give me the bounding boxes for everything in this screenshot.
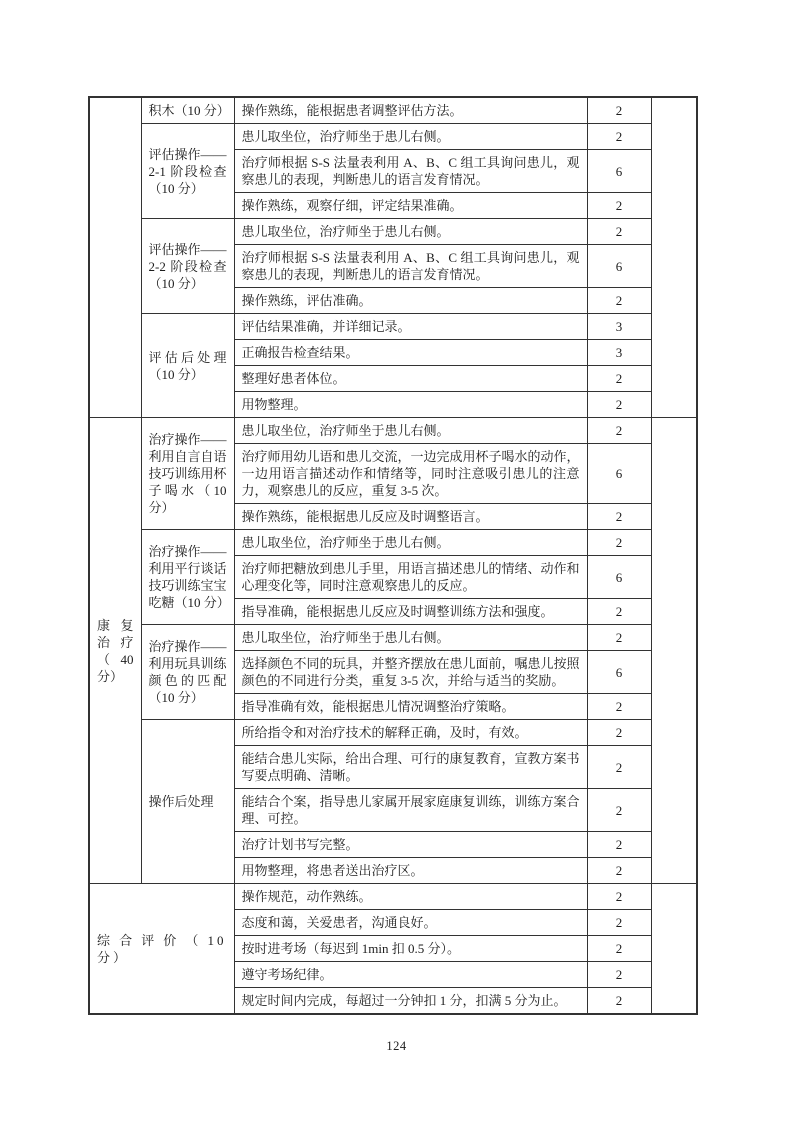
table-row (89, 314, 697, 340)
criterion-cell: 用物整理。 (234, 392, 587, 418)
criterion-cell: 治疗师根据 S-S 法量表利用 A、B、C 组工具询问患儿，观察患儿的表现，判断患儿的语言发育情况。 (234, 150, 587, 193)
score-cell: 2 (587, 418, 651, 444)
criterion-cell: 治疗师用幼儿语和患儿交流，一边完成用杯子喝水的动作，一边用语言描述动作和情绪等，同时注意吸引患儿的注意力，观察患儿的反应，重复 3-5 次。 (234, 444, 587, 504)
score-cell: 2 (587, 97, 651, 124)
category-cell: 综合评价（10 分） (89, 884, 234, 1015)
score-cell: 6 (587, 556, 651, 599)
table-row (89, 97, 697, 124)
score-cell: 2 (587, 988, 651, 1015)
score-cell: 2 (587, 288, 651, 314)
rubric-table-body (89, 97, 697, 1014)
criterion-cell: 能结合患儿实际，给出合理、可行的康复教育，宣教方案书写要点明确、清晰。 (234, 746, 587, 789)
score-cell: 3 (587, 340, 651, 366)
score-cell: 2 (587, 962, 651, 988)
item-label-cell: 评估后处理（10 分） (141, 314, 234, 418)
table-row (89, 625, 697, 651)
score-cell: 6 (587, 150, 651, 193)
score-cell: 2 (587, 936, 651, 962)
criterion-cell: 患儿取坐位，治疗师坐于患儿右侧。 (234, 530, 587, 556)
score-cell: 2 (587, 366, 651, 392)
criterion-cell: 指导准确有效，能根据患儿情况调整治疗策略。 (234, 694, 587, 720)
table-row (89, 219, 697, 245)
criterion-cell: 指导准确，能根据患儿反应及时调整训练方法和强度。 (234, 599, 587, 625)
remark-cell (651, 418, 697, 884)
criterion-cell: 患儿取坐位，治疗师坐于患儿右侧。 (234, 219, 587, 245)
criterion-cell: 评估结果准确，并详细记录。 (234, 314, 587, 340)
score-cell: 2 (587, 789, 651, 832)
table-row (89, 720, 697, 746)
criterion-cell: 操作熟练，能根据患儿反应及时调整语言。 (234, 504, 587, 530)
criterion-cell: 态度和蔼，关爱患者，沟通良好。 (234, 910, 587, 936)
table-row (89, 884, 697, 910)
item-label-cell: 评估操作——2-2 阶段检查（10 分） (141, 219, 234, 314)
category-cell (89, 97, 141, 418)
criterion-cell: 患儿取坐位，治疗师坐于患儿右侧。 (234, 124, 587, 150)
page-number: 124 (386, 1039, 407, 1053)
score-cell: 2 (587, 392, 651, 418)
score-cell: 2 (587, 884, 651, 910)
score-cell: 6 (587, 444, 651, 504)
criterion-cell: 治疗计划书写完整。 (234, 832, 587, 858)
item-label-cell: 积木（10 分） (141, 97, 234, 124)
score-cell: 2 (587, 219, 651, 245)
criterion-cell: 按时进考场（每迟到 1min 扣 0.5 分）。 (234, 936, 587, 962)
score-cell: 2 (587, 910, 651, 936)
score-cell: 2 (587, 746, 651, 789)
score-cell: 2 (587, 858, 651, 884)
score-cell: 2 (587, 625, 651, 651)
table-row (89, 530, 697, 556)
criterion-cell: 操作规范，动作熟练。 (234, 884, 587, 910)
criterion-cell: 能结合个案，指导患儿家属开展家庭康复训练，训练方案合理、可控。 (234, 789, 587, 832)
category-cell: 康复治疗（40 分） (89, 418, 141, 884)
criterion-cell: 规定时间内完成，每超过一分钟扣 1 分，扣满 5 分为止。 (234, 988, 587, 1015)
score-cell: 3 (587, 314, 651, 340)
score-cell: 2 (587, 504, 651, 530)
criterion-cell: 患儿取坐位，治疗师坐于患儿右侧。 (234, 418, 587, 444)
score-cell: 2 (587, 694, 651, 720)
criterion-cell: 治疗师根据 S-S 法量表利用 A、B、C 组工具询问患儿，观察患儿的表现，判断患儿的语言发育情况。 (234, 245, 587, 288)
criterion-cell: 操作熟练，评估准确。 (234, 288, 587, 314)
item-label-cell: 操作后处理 (141, 720, 234, 884)
criterion-cell: 遵守考场纪律。 (234, 962, 587, 988)
criterion-cell: 操作熟练，观察仔细，评定结果准确。 (234, 193, 587, 219)
score-cell: 2 (587, 720, 651, 746)
table-row (89, 418, 697, 444)
score-cell: 2 (587, 530, 651, 556)
score-cell: 2 (587, 124, 651, 150)
item-label-cell: 评估操作——2-1 阶段检查（10 分） (141, 124, 234, 219)
criterion-cell: 患儿取坐位，治疗师坐于患儿右侧。 (234, 625, 587, 651)
criterion-cell: 治疗师把糖放到患儿手里，用语言描述患儿的情绪、动作和心理变化等，同时注意观察患儿的反应。 (234, 556, 587, 599)
item-label-cell: 治疗操作——利用自言自语技巧训练用杯子喝水（10 分） (141, 418, 234, 530)
scoring-rubric-table (88, 96, 698, 1015)
criterion-cell: 用物整理，将患者送出治疗区。 (234, 858, 587, 884)
remark-cell (651, 97, 697, 418)
criterion-cell: 所给指令和对治疗技术的解释正确，及时，有效。 (234, 720, 587, 746)
table-row (89, 124, 697, 150)
score-cell: 6 (587, 651, 651, 694)
score-cell: 2 (587, 193, 651, 219)
criterion-cell: 选择颜色不同的玩具，并整齐摆放在患儿面前，嘱患儿按照颜色的不同进行分类，重复 3-5 次，并给与适当的奖励。 (234, 651, 587, 694)
score-cell: 2 (587, 599, 651, 625)
criterion-cell: 整理好患者体位。 (234, 366, 587, 392)
remark-cell (651, 884, 697, 1015)
score-cell: 6 (587, 245, 651, 288)
score-cell: 2 (587, 832, 651, 858)
item-label-cell: 治疗操作——利用玩具训练颜色的匹配（10 分） (141, 625, 234, 720)
criterion-cell: 操作熟练，能根据患者调整评估方法。 (234, 97, 587, 124)
criterion-cell: 正确报告检查结果。 (234, 340, 587, 366)
item-label-cell: 治疗操作——利用平行谈话技巧训练宝宝吃糖（10 分） (141, 530, 234, 625)
